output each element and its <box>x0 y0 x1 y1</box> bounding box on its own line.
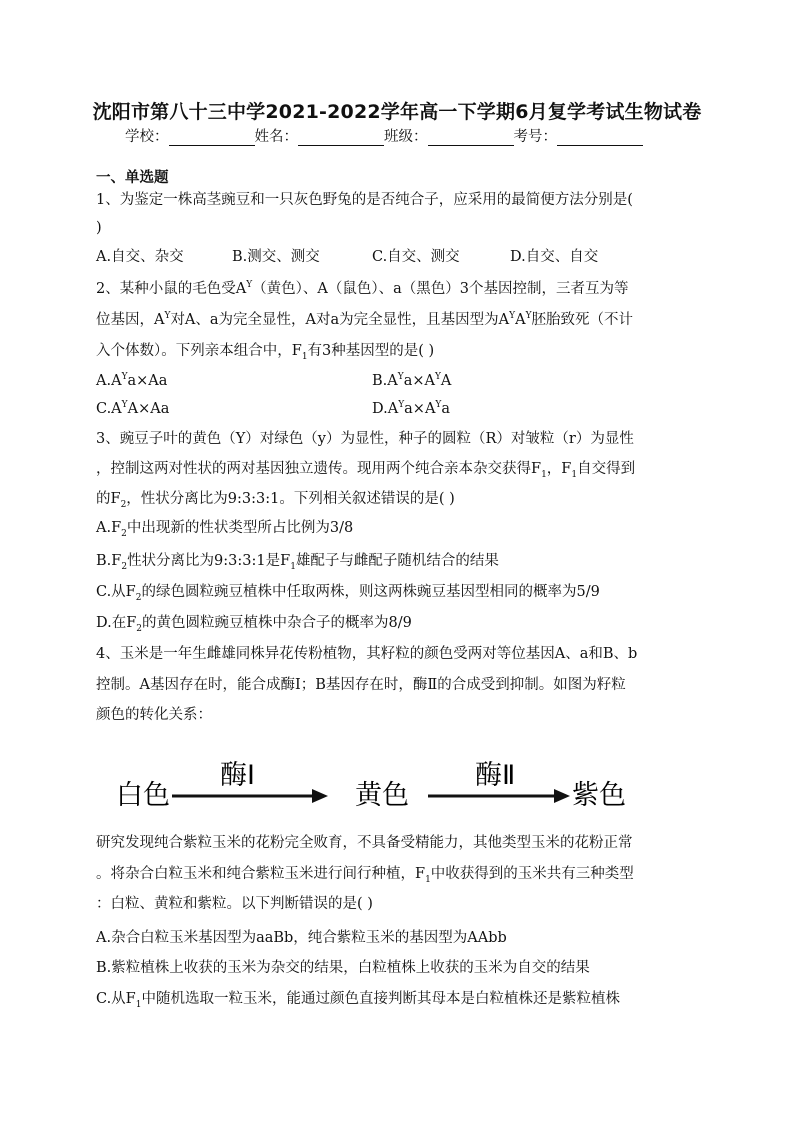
arrow-head-icon <box>312 789 328 803</box>
q1-option-c: C.自交、测交 <box>372 249 460 265</box>
q1-stem-line1: 1、为鉴定一株高茎豌豆和一只灰色野兔的是否纯合子，应采用的最简便方法分别是( <box>96 192 633 208</box>
q4-stem-line6: ：白粒、黄粒和紫粒。以下判断错误的是( ) <box>96 896 373 912</box>
q4-option-a: A.杂合白粒玉米基因型为aaBb，纯合紫粒玉米的基因型为AAbb <box>96 930 507 946</box>
q4-stem-line5: 。将杂合白粒玉米和纯合紫粒玉米进行间行种植，$F_1$中收获得到的玉米共有三种类型 <box>96 866 634 885</box>
diagram-enzyme-2: 酶Ⅱ <box>475 760 516 791</box>
q3-option-a: $A.F_2$中出现新的性状类型所占比例为3/8 <box>96 520 354 539</box>
name-label: 姓名： <box>254 129 298 145</box>
q2-stem-line1: 2、某种小鼠的毛色受$A^Y$（黄色）、A（鼠色）、a（黑色）3个基因控制，三者互为等 <box>96 280 629 297</box>
q2-option-c: $C.A^YA\times Aa$ <box>96 400 170 417</box>
school-blank[interactable] <box>169 129 255 146</box>
q4-stem-line3: 颜色的转化关系： <box>96 707 212 723</box>
q1-option-b: B.测交、测交 <box>232 249 320 265</box>
student-info-row <box>125 125 643 146</box>
school-label: 学校： <box>125 129 169 145</box>
diagram-node-white: 白色 <box>116 780 170 811</box>
q4-option-b: B.紫粒植株上收获的玉米为杂交的结果，白粒植株上收获的玉米为自交的结果 <box>96 960 590 976</box>
diagram-node-purple: 紫色 <box>572 780 626 811</box>
q3-stem-line2: ，控制这两对性状的两对基因独立遗传。现用两个纯合亲本杂交获得$F_1$，$F_1$自交得到 <box>96 461 636 480</box>
q4-stem-line2: 控制。A基因存在时，能合成酶Ⅰ；B基因存在时，酶Ⅱ的合成受到抑制。如图为籽粒 <box>96 677 626 693</box>
q1-option-a: A.自交、杂交 <box>96 249 184 265</box>
color-conversion-diagram <box>110 752 650 822</box>
exam-title: 沈阳市第八十三中学2021-2022学年高一下学期6月复学考试生物试卷 <box>92 101 702 123</box>
class-label: 班级： <box>384 129 428 145</box>
q4-stem-line4: 研究发现纯合紫粒玉米的花粉完全败育，不具备受精能力，其他类型玉米的花粉正常 <box>96 835 633 851</box>
q4-option-c: C.从$F_1$中随机选取一粒玉米，能通过颜色直接判断其母本是白粒植株还是紫粒植株 <box>96 991 620 1010</box>
q3-option-b: $B.F_2$性状分离比为9:3:3:1是$F_1$雄配子与雌配子随机结合的结果 <box>96 553 499 572</box>
diagram-enzyme-1: 酶Ⅰ <box>220 760 255 791</box>
q2-stem-line3: 入个体数）。下列亲本组合中，$F_1$有3种基因型的是( ) <box>96 343 435 362</box>
section-heading: 一、单选题 <box>96 169 169 186</box>
q2-option-b: $B.A^Ya\times A^YA$ <box>372 372 452 389</box>
q4-stem-line1: 4、玉米是一年生雌雄同株异花传粉植物，其籽粒的颜色受两对等位基因A、a和B、b <box>96 646 638 662</box>
q2-option-d: $D.A^Ya\times A^Ya$ <box>372 400 451 417</box>
number-label: 考号： <box>513 129 557 145</box>
q3-option-c: C.从$F_2$的绿色圆粒豌豆植株中任取两株，则这两株豌豆基因型相同的概率为5/9 <box>96 584 600 603</box>
q2-stem-line2: 位基因，$A^Y$对A、a为完全显性，A对a为完全显性，且基因型为$A^YA^Y$胚胎致死（不计 <box>96 311 634 328</box>
name-blank[interactable] <box>298 129 384 146</box>
number-blank[interactable] <box>557 129 643 146</box>
class-blank[interactable] <box>428 129 514 146</box>
q1-stem-line2: ) <box>96 220 102 236</box>
q3-option-d: D.在$F_2$的黄色圆粒豌豆植株中杂合子的概率为8/9 <box>96 615 412 634</box>
q3-stem-line1: 3、豌豆子叶的黄色（Y）对绿色（y）为显性，种子的圆粒（R）对皱粒（r）为显性 <box>96 431 634 447</box>
q1-option-d: D.自交、自交 <box>510 249 599 265</box>
q2-option-a: $A.A^Ya\times Aa$ <box>96 372 168 389</box>
diagram-node-yellow: 黄色 <box>355 780 409 811</box>
q3-stem-line3: 的$F_2$，性状分离比为9:3:3:1。下列相关叙述错误的是( ) <box>96 491 455 510</box>
arrow-head-icon <box>554 789 570 803</box>
